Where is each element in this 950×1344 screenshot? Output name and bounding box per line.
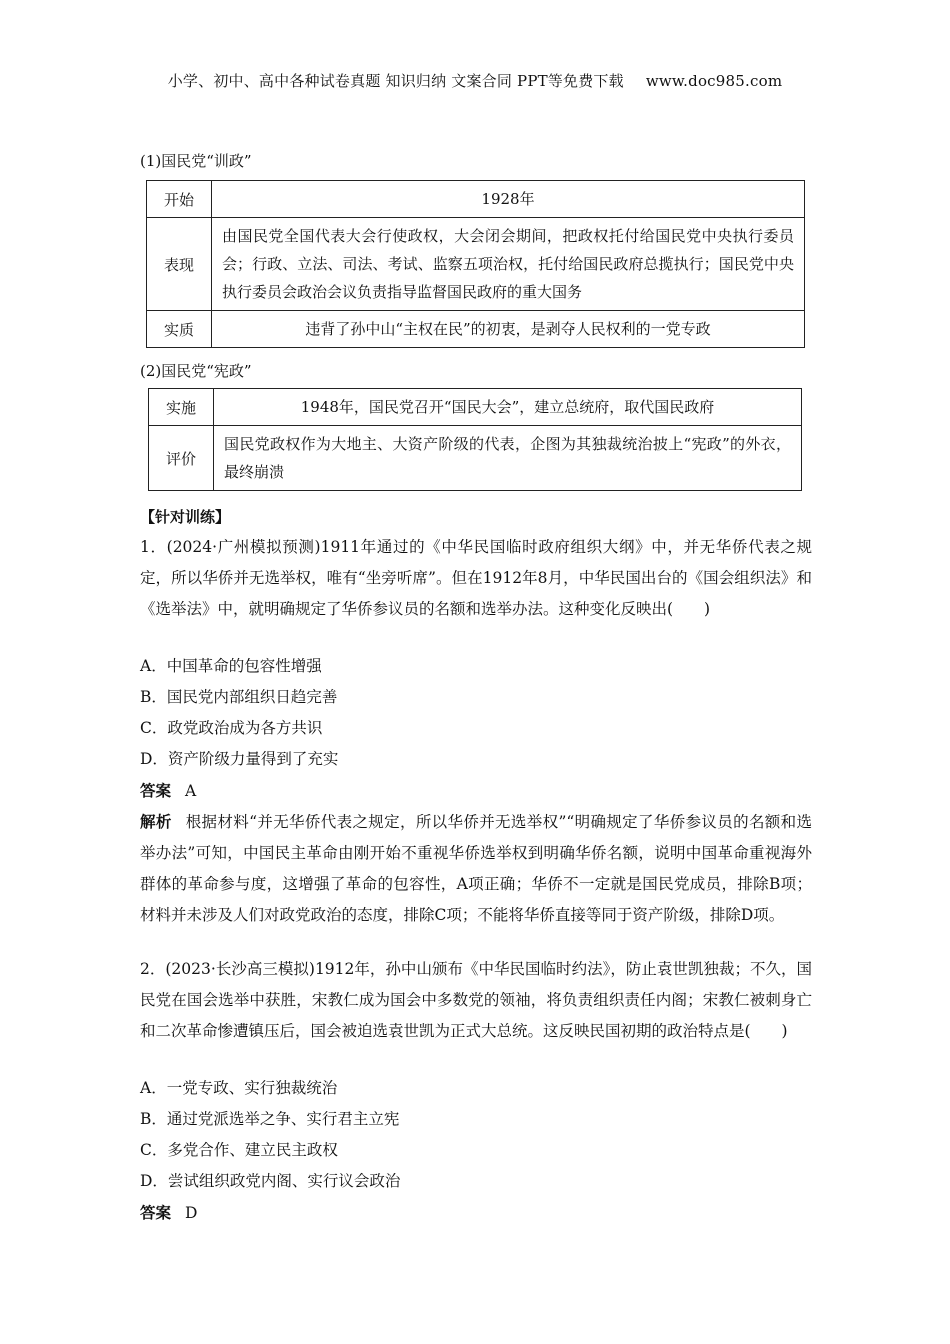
row-label: 实施 [149, 389, 214, 426]
q2-option-a: A．一党专政、实行独裁统治 [140, 1079, 338, 1097]
analysis-text: 根据材料“并无华侨代表之规定，所以华侨并无选举权”“明确规定了华侨参议员的名额和选举办法”可知，中国民主革命由刚开始不重视华侨选举权到明确华侨名额，说明中国革命重视海外群体的革命参与度，这增强了革命的包容性，A项正确；华侨不一定就是国民党成员，排除B项；材料并未涉及人们对政党政治的态度，排除C项；不能将华侨直接等同于资产阶级，排除D项。 [140, 813, 812, 924]
analysis-label: 解析 [140, 812, 172, 831]
row-label: 开始 [147, 181, 212, 218]
q1-option-b: B．国民党内部组织日趋完善 [140, 688, 338, 706]
q1-stem: 1．(2024·广州模拟预测)1911年通过的《中华民国临时政府组织大纲》中，并无华侨代表之规定，所以华侨并无选举权，唯有“坐旁听席”。但在1912年8月，中华民国出台的《国会组织法》和《选举法》中，就明确规定了华侨参议员的名额和选举办法。这种变化反映出( ) [140, 538, 812, 618]
row-value: 1948年，国民党召开“国民大会”，建立总统府，取代国民政府 [214, 389, 802, 426]
row-label: 实质 [147, 311, 212, 348]
section2-table [148, 388, 802, 491]
section1-title: (1)国民党“训政” [140, 152, 252, 170]
row-value: 违背了孙中山“主权在民”的初衷，是剥夺人民权利的一党专政 [212, 311, 805, 348]
q1-option-c: C．政党政治成为各方共识 [140, 719, 323, 737]
row-value: 由国民党全国代表大会行使政权，大会闭会期间，把政权托付给国民党中央执行委员会；行政、立法、司法、考试、监察五项治权，托付给国民政府总揽执行；国民党中央执行委员会政治会议负责指导监督国民政府的重大国务 [212, 218, 805, 311]
q1-option-d: D．资产阶级力量得到了充实 [140, 750, 339, 768]
q1-option-a: A．中国革命的包容性增强 [140, 657, 322, 675]
training-title: 【针对训练】 [140, 508, 231, 526]
page-header [0, 70, 950, 91]
q2-stem: 2．(2023·长沙高三模拟)1912年，孙中山颁布《中华民国临时约法》，防止袁世凯独裁；不久，国民党在国会选举中获胜，宋教仁成为国会中多数党的领袖，将负责组织责任内阁；宋教仁被刺身亡和二次革命惨遭镇压后，国会被迫选袁世凯为正式大总统。这反映民国初期的政治特点是( ) [140, 960, 812, 1040]
q1-answer [140, 775, 196, 807]
answer-label: 答案 [140, 1203, 172, 1222]
row-label: 表现 [147, 218, 212, 311]
table-row [149, 389, 802, 426]
answer-value: A [185, 782, 197, 800]
header-url[interactable]: www.doc985.com [645, 72, 783, 90]
q2-option-c: C．多党合作、建立民主政权 [140, 1141, 338, 1159]
row-value: 国民党政权作为大地主、大资产阶级的代表，企图为其独裁统治披上“宪政”的外衣，最终崩溃 [214, 426, 802, 491]
q2-option-d: D．尝试组织政党内阁、实行议会政治 [140, 1172, 401, 1190]
table-row [147, 218, 805, 311]
row-value: 1928年 [212, 181, 805, 218]
q2-answer [140, 1197, 197, 1229]
header-text: 小学、初中、高中各种试卷真题 知识归纳 文案合同 PPT等免费下载 [167, 72, 624, 90]
table-row [147, 311, 805, 348]
answer-value: D [185, 1204, 198, 1222]
section2-title: (2)国民党“宪政” [140, 362, 252, 380]
table-row [149, 426, 802, 491]
row-label: 评价 [149, 426, 214, 491]
table-row [147, 181, 805, 218]
q1-analysis [140, 806, 812, 931]
answer-label: 答案 [140, 781, 172, 800]
q2-option-b: B．通过党派选举之争、实行君主立宪 [140, 1110, 400, 1128]
section1-table [146, 180, 805, 348]
